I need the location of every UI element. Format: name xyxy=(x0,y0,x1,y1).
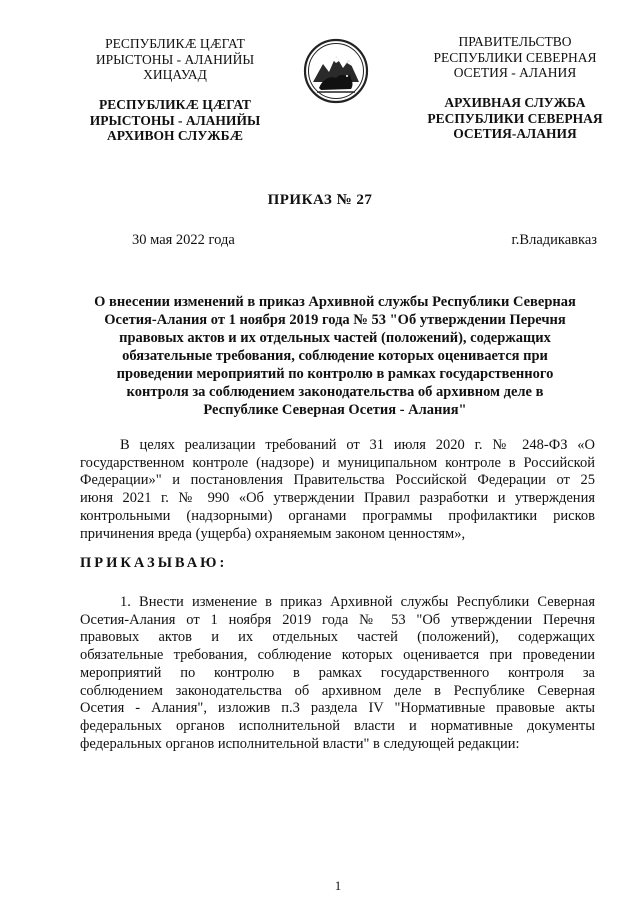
paragraph-line: обязательные требования, соблюдение которых оценивается при проведении xyxy=(80,647,595,664)
paragraph-line: Осетия-Алания от 1 ноября 2019 года № 53 "Об утверждении Перечня xyxy=(80,611,595,628)
subject-line: О внесении изменений в приказ Архивной службы Республики Северная xyxy=(94,294,576,310)
order-title: ПРИКАЗ № 27 xyxy=(267,192,373,208)
paragraph-line: правовых актов и их отдельных частей (положений), содержащих xyxy=(80,629,595,646)
subject-line: Республике Северная Осетия - Алания" xyxy=(203,402,467,418)
paragraph-line: соблюдением законодательства об архивном деле в Республике Северная xyxy=(80,682,595,699)
paragraph-line: федеральных органов исполнительной власти и нормативные документы xyxy=(80,717,595,734)
paragraph-line: 1. Внести изменение в приказ Архивной службы Республики Северная xyxy=(120,594,595,610)
header-line: РЕСПУБЛИКИ СЕВЕРНАЯ xyxy=(427,110,603,126)
preamble-paragraph xyxy=(80,437,595,543)
order-directive: ПРИКАЗЫВАЮ: xyxy=(80,555,228,571)
header-government-russian xyxy=(400,34,630,81)
header-government-ossetian xyxy=(70,36,280,83)
order-subject xyxy=(70,293,600,419)
header-line: ОСЕТИЯ-АЛАНИЯ xyxy=(453,126,577,141)
order-city: г.Владикавказ xyxy=(511,232,597,248)
paragraph-line: Федерации»" и постановления Правительства Российской Федерации от 25 xyxy=(80,472,595,489)
paragraph-line: контрольными (надзорными) органами программы профилактики рисков xyxy=(80,507,595,524)
paragraph-line: мероприятий по контролю в рамках государственного контроля за xyxy=(80,664,595,681)
paragraph-line: причинения вреда (ущерба) охраняемым законом ценностям», xyxy=(80,525,466,542)
header-line: РЕСПУБЛИКÆ ЦÆГАТ xyxy=(105,36,245,51)
paragraph-line: федеральных органов исполнительной власти" в следующей редакции: xyxy=(80,735,520,752)
header-line: ИРЫСТОНЫ - АЛАНИЙЫ xyxy=(95,51,255,67)
header-line: РЕСПУБЛИКÆ ЦÆГАТ xyxy=(99,97,251,112)
header-line: ОСЕТИЯ - АЛАНИЯ xyxy=(453,65,577,80)
header-archive-russian xyxy=(400,95,630,142)
header-archive-ossetian xyxy=(70,97,280,144)
header-line: ХИЦАУАД xyxy=(143,67,207,82)
page-number: 1 xyxy=(334,878,342,893)
paragraph-line: В целях реализации требований от 31 июля 2020 г. № 248-ФЗ «О xyxy=(120,437,595,453)
header-line: АРХИВОН СЛУЖБÆ xyxy=(106,128,244,143)
coat-of-arms-icon xyxy=(303,38,369,104)
header-line: ПРАВИТЕЛЬСТВО xyxy=(458,34,572,49)
subject-line: контроля за соблюдением законодательства об архивном деле в xyxy=(126,384,544,400)
header-line: РЕСПУБЛИКИ СЕВЕРНАЯ xyxy=(433,49,597,65)
subject-line: проведении мероприятий по контролю в рамках государственного xyxy=(116,366,554,382)
paragraph-line: Осетия - Алания", изложив п.3 раздела IV "Нормативные правовые акты xyxy=(80,700,595,717)
subject-line: правовых актов и их отдельных частей (положений), содержащих xyxy=(119,330,551,346)
subject-line: обязательные требования, соблюдение которых оценивается при xyxy=(122,348,548,364)
paragraph-line: июня 2021 г. № 990 «Об утверждении Правил разработки и утверждения xyxy=(80,490,595,507)
subject-line: Осетия-Алания от 1 ноября 2019 года № 53 "Об утверждении Перечня xyxy=(104,312,566,328)
header-line: ИРЫСТОНЫ - АЛАНИЙЫ xyxy=(89,112,261,128)
item-1-paragraph xyxy=(80,594,595,753)
paragraph-line: государственном контроле (надзоре) и муниципальном контроле в Российской xyxy=(80,454,595,471)
order-date: 30 мая 2022 года xyxy=(132,232,235,248)
header-line: АРХИВНАЯ СЛУЖБА xyxy=(444,95,586,110)
